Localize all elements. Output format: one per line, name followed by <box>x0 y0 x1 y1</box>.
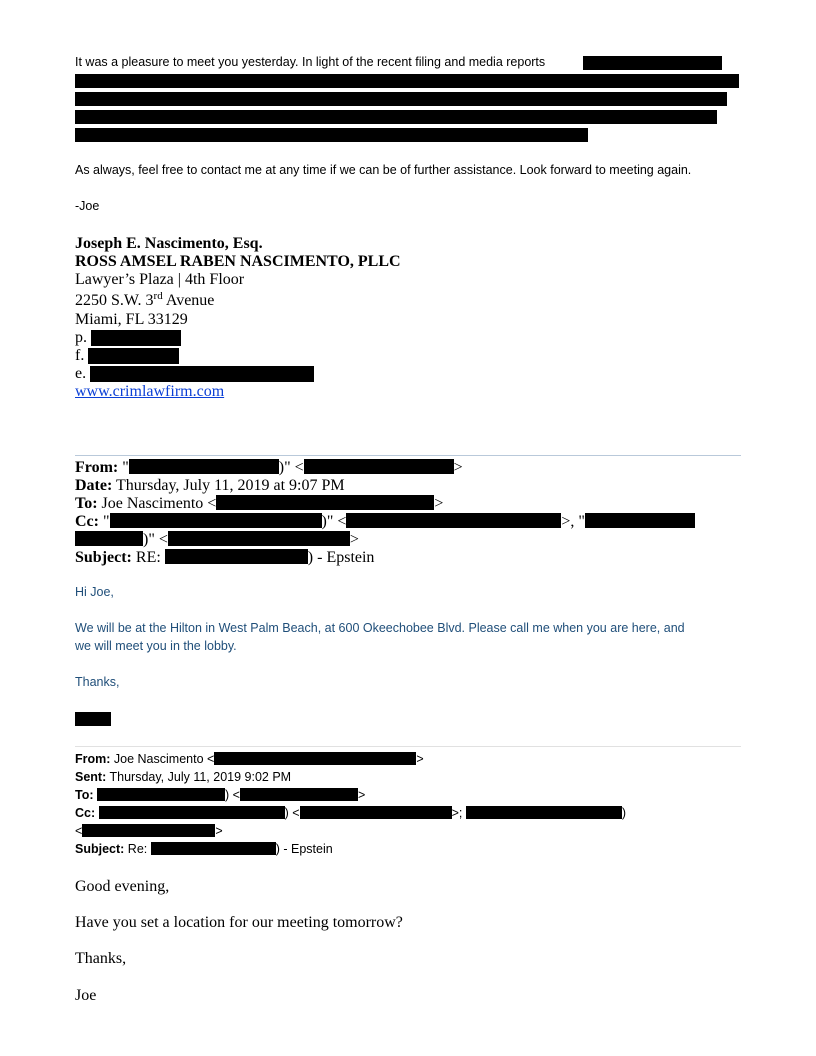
redaction-block <box>82 824 215 837</box>
original-cc-continued: < > <box>75 824 223 838</box>
fax-label: f. <box>75 347 85 364</box>
redaction-block <box>75 74 739 88</box>
reply-to: To: Joe Nascimento < > <box>75 495 444 512</box>
redaction-block <box>75 128 588 142</box>
reply-body-line: we will meet you in the lobby. <box>75 639 237 653</box>
intro-line: It was a pleasure to meet you yesterday. In light of the recent filing and media reports <box>75 55 546 69</box>
original-sign: Joe <box>75 987 97 1004</box>
signature-firm: ROSS AMSEL RABEN NASCIMENTO, PLLC <box>75 253 401 270</box>
redaction-block <box>583 56 722 70</box>
reply-body-line: We will be at the Hilton in West Palm Beach, at 600 Okeechobee Blvd. Please call me when you are here, and <box>75 621 685 635</box>
redaction-block <box>240 788 358 801</box>
original-from: From: Joe Nascimento < > <box>75 752 424 766</box>
reply-cc-continued: )" < > <box>75 531 359 549</box>
redaction-block <box>151 842 276 855</box>
reply-cc: Cc: " )" < >, " <box>75 513 695 531</box>
redaction-block <box>97 788 225 801</box>
divider <box>75 455 741 456</box>
redaction-block <box>165 549 308 564</box>
original-thanks: Thanks, <box>75 950 127 967</box>
redaction-block <box>75 712 111 726</box>
website-link[interactable]: www.crimlawfirm.com <box>75 383 225 400</box>
original-cc: Cc: ) < >; ) <box>75 806 627 820</box>
phone-label: p. <box>75 329 87 346</box>
redaction-block <box>168 531 350 546</box>
redaction-block <box>304 459 454 474</box>
signature-name: Joseph E. Nascimento, Esq. <box>75 235 263 252</box>
original-sent: Sent: Thursday, July 11, 2019 9:02 PM <box>75 770 292 784</box>
redaction-block <box>346 513 561 528</box>
reply-thanks: Thanks, <box>75 675 120 689</box>
redaction-block <box>90 366 314 382</box>
redaction-block <box>466 806 622 819</box>
redaction-block <box>216 495 434 510</box>
redaction-block <box>75 531 143 546</box>
reply-from: From: " )" < > <box>75 459 463 476</box>
signature-city: Miami, FL 33129 <box>75 311 188 328</box>
reply-greeting: Hi Joe, <box>75 585 114 599</box>
sign-off: -Joe <box>75 199 100 213</box>
redaction-block <box>88 348 179 364</box>
redaction-block <box>585 513 695 528</box>
signature-plaza: Lawyer’s Plaza | 4th Floor <box>75 271 245 288</box>
redaction-block <box>75 92 727 106</box>
redaction-block <box>99 806 285 819</box>
redaction-block <box>300 806 452 819</box>
original-to: To: ) < > <box>75 788 366 802</box>
signature-street: 2250 S.W. 3rd Avenue <box>75 290 215 309</box>
reply-date: Date: Thursday, July 11, 2019 at 9:07 PM <box>75 477 345 494</box>
original-subject: Subject: Re: ) - Epstein <box>75 842 333 856</box>
redaction-block <box>110 513 322 528</box>
redaction-block <box>129 459 279 474</box>
redaction-block <box>91 330 181 346</box>
redaction-block <box>75 110 717 124</box>
email-label: e. <box>75 365 87 382</box>
original-greeting: Good evening, <box>75 878 170 895</box>
closing-line: As always, feel free to contact me at any time if we can be of further assistance. Look forward to meeting again. <box>75 163 692 177</box>
divider <box>75 746 741 747</box>
original-question: Have you set a location for our meeting tomorrow? <box>75 914 403 931</box>
redaction-block <box>214 752 416 765</box>
reply-subject: Subject: RE: ) - Epstein <box>75 549 375 566</box>
